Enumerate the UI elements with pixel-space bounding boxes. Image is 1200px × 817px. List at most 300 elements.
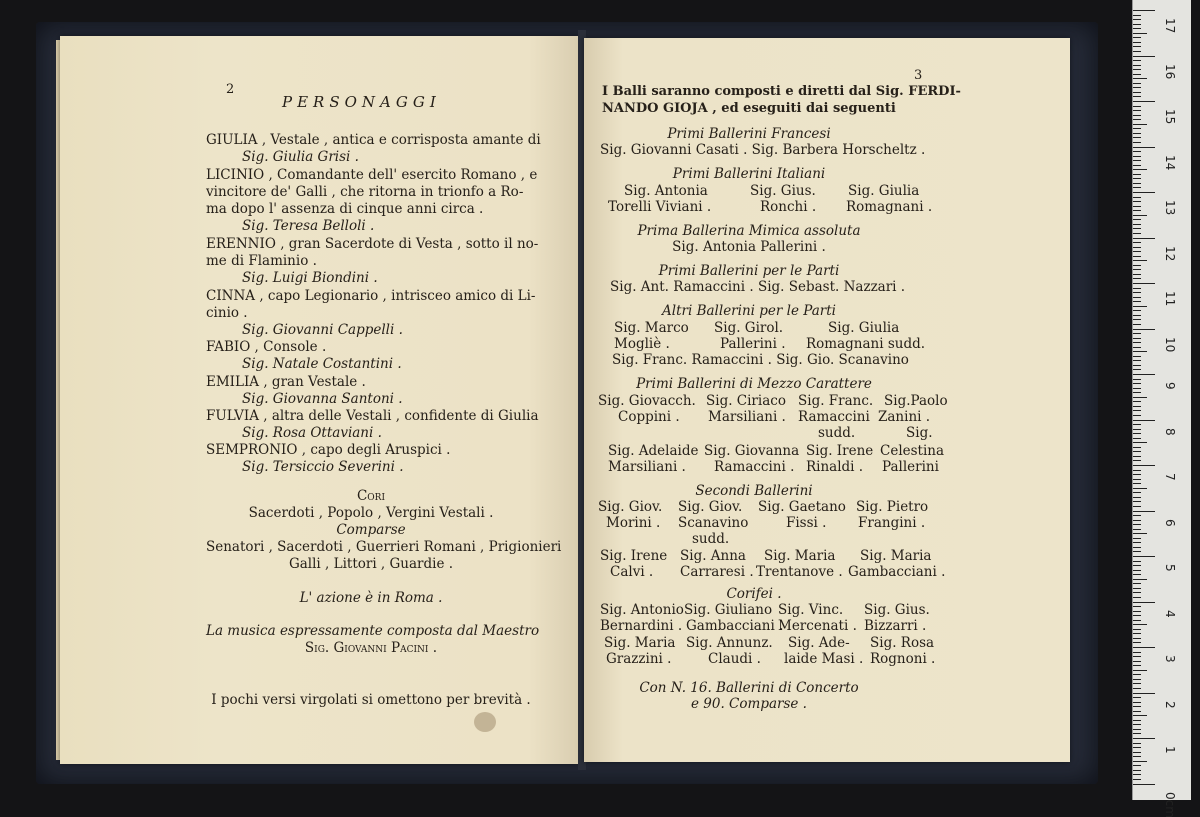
section-line: Sig. Franc. Ramaccini . Sig. Gio. Scanavino [612,352,909,368]
dancer-name: laide Masi . [784,651,863,667]
ruler-tick [1133,401,1141,402]
cast-actor: Sig. Giulia Grisi . [242,149,359,165]
dancer-name: Ramaccini . [714,459,794,475]
ruler-tick [1133,465,1155,466]
ruler-label: 6 [1163,519,1177,527]
ruler-label: 4 [1163,610,1177,618]
ruler-label: 17 [1163,18,1177,33]
ruler-tick [1133,442,1147,443]
dancer-name: Sig. Giulia [848,183,919,199]
ruler-tick [1133,183,1141,184]
dancer-name: Gambacciani . [848,564,945,580]
ruler-tick [1133,711,1141,712]
ruler-tick [1133,451,1141,452]
ruler-tick [1133,206,1141,207]
section-title: Altri Ballerini per le Parti [584,303,914,319]
dancer-name: Claudi . [708,651,761,667]
ruler-tick [1133,743,1141,744]
dancer-name: Sig. Giuliano [684,602,772,618]
ruler-tick [1133,360,1141,361]
ruler-tick [1133,124,1147,125]
ruler-tick [1133,260,1147,261]
ruler-tick [1133,397,1147,398]
dancer-name: Sig. Irene [600,548,667,564]
ruler-tick [1133,369,1141,370]
page-stain [474,712,496,732]
cast-actor: Sig. Natale Costantini . [242,356,402,372]
section-title: Primi Ballerini Francesi [584,126,914,142]
section-title: Secondi Ballerini [584,483,924,499]
ruler-tick [1133,60,1141,61]
dancer-name: Sig. Giov. [598,499,662,515]
ruler-tick [1133,515,1141,516]
cast-role: GIULIA , Vestale , antica e corrisposta amante di [206,132,541,148]
ruler-tick [1133,661,1141,662]
dancer-name: Sig. Giovacch. [598,393,696,409]
ruler-tick [1133,338,1141,339]
ruler-tick [1133,488,1147,489]
comparse-title: Comparse [206,522,536,538]
ruler-tick [1133,433,1141,434]
ruler-tick [1133,288,1141,289]
ruler-tick [1133,470,1141,471]
comparse-line: Galli , Littori , Guardie . [206,556,536,572]
ruler-tick [1133,420,1155,421]
ruler-tick [1133,415,1141,416]
cori-text: Sacerdoti , Popolo , Vergini Vestali . [206,505,536,521]
cast-role: me di Flaminio . [206,253,317,269]
cast-role: vincitore de' Galli , che ritorna in trionfo a Ro- [206,184,523,200]
ruler-tick [1133,388,1141,389]
dancer-name: Sig.Paolo [884,393,948,409]
ruler-tick [1133,78,1147,79]
section-line: Sig. Antonia Pallerini . [584,239,914,255]
ruler-label: 3 [1163,655,1177,663]
dancer-name: Carraresi . [680,564,754,580]
ruler-tick [1133,210,1141,211]
ruler-tick [1133,247,1141,248]
ruler-tick [1133,784,1155,785]
section-line: Sig. Ant. Ramaccini . Sig. Sebast. Nazzari . [610,279,905,295]
dancer-name: Fissi . [786,515,826,531]
ruler-tick [1133,683,1141,684]
ruler-tick [1133,702,1141,703]
ruler-tick [1133,765,1141,766]
ruler-tick [1133,538,1141,539]
cast-actor: Sig. Tersiccio Severini . [242,459,404,475]
comparse-line: Senatori , Sacerdoti , Guerrieri Romani , Prigionieri [206,539,536,555]
ruler-tick [1133,410,1141,411]
ruler-tick [1133,406,1141,407]
ruler-tick [1133,283,1155,284]
dancer-name: Rinaldi . [806,459,863,475]
ruler-tick [1133,19,1141,20]
dancer-name: Scanavino [678,515,748,531]
cast-role: FABIO , Console . [206,339,326,355]
ruler-tick [1133,429,1141,430]
dancer-name: Trentanove . [756,564,843,580]
dancer-name: Sig. Maria [764,548,835,564]
ruler-tick [1133,15,1141,16]
dancer-name: Ronchi . [760,199,816,215]
dancer-name: sudd. [818,425,855,441]
dancer-name: Sig. Rosa [870,635,934,651]
dancer-name: Gambacciani . [686,618,783,634]
ruler-tick [1133,424,1141,425]
ruler-tick [1133,779,1141,780]
ruler-tick [1133,501,1141,502]
ruler-tick [1133,51,1141,52]
ruler-tick [1133,324,1141,325]
ruler-tick [1133,556,1155,557]
ruler-tick [1133,774,1141,775]
ruler-tick [1133,520,1141,521]
ruler-tick [1133,638,1141,639]
ruler-tick [1133,151,1141,152]
dancer-name: Sig. Franc. [798,393,873,409]
ruler-tick [1133,706,1141,707]
ruler-label: 11 [1163,291,1177,306]
dancer-name: Calvi . [610,564,653,580]
dancer-name: Sig. Antonia [624,183,708,199]
ruler-tick [1133,756,1141,757]
ruler-tick [1133,274,1141,275]
ruler-tick [1133,169,1147,170]
ruler-tick [1133,615,1141,616]
ruler-tick [1133,561,1141,562]
ruler-tick [1133,119,1141,120]
ruler-tick [1133,110,1141,111]
cast-role: cinio . [206,305,248,321]
ruler-tick [1133,620,1141,621]
dancer-name: Pallerini [882,459,939,475]
ruler-label: 5 [1163,564,1177,572]
cast-actor: Sig. Giovanna Santoni . [242,391,403,407]
ruler-tick [1133,351,1147,352]
ruler-tick [1133,383,1141,384]
ruler-tick [1133,597,1141,598]
dancer-name: Sig. Girol. [714,320,783,336]
ruler-tick [1133,69,1141,70]
ruler-tick [1133,242,1141,243]
ruler-tick [1133,624,1147,625]
ruler-tick [1133,269,1141,270]
dancer-name: Sig. Marco [614,320,689,336]
ruler-label: 8 [1163,428,1177,436]
ruler-tick [1133,547,1141,548]
ruler-tick [1133,333,1141,334]
intro-line: I Balli saranno composti e diretti dal Sig. FERDI- [602,84,961,100]
measurement-ruler [1132,0,1191,800]
dancer-name: Sig. Adelaide [608,443,699,459]
ruler-tick [1133,106,1141,107]
section-title: Corifei . [584,586,924,602]
ruler-tick [1133,265,1141,266]
cast-role: SEMPRONIO , capo degli Aruspici . [206,442,450,458]
ruler-tick [1133,761,1147,762]
cast-actor: Sig. Rosa Ottaviani . [242,425,382,441]
ruler-tick [1133,42,1141,43]
section-title: Primi Ballerini Italiani [584,166,914,182]
dancer-name: Sig. Annunz. [686,635,773,651]
dancer-name: Sig. Vinc. [778,602,843,618]
ruler-tick [1133,46,1141,47]
ruler-tick [1133,533,1147,534]
ruler-tick [1133,133,1141,134]
ruler-tick [1133,611,1141,612]
dancer-name: Sig. Antonio [600,602,684,618]
dancer-name: Mogliè . [614,336,670,352]
ruler-tick [1133,483,1141,484]
ruler-tick [1133,238,1155,239]
ruler-label: 14 [1163,155,1177,170]
ruler-label: 16 [1163,64,1177,79]
ruler-tick [1133,33,1147,34]
ruler-tick [1133,297,1141,298]
dancer-name: Sig. [906,425,933,441]
dancer-name: Coppini . [618,409,680,425]
dancer-name: Sig. Pietro [856,499,928,515]
ruler-tick [1133,278,1141,279]
ruler-tick [1133,160,1141,161]
ruler-label: 1 [1163,746,1177,754]
footnote: I pochi versi virgolati si omettono per brevità . [206,692,536,708]
ruler-tick [1133,365,1141,366]
ruler-tick [1133,574,1141,575]
section-line: Sig. Giovanni Casati . Sig. Barbera Horscheltz . [600,142,925,158]
ruler-tick [1133,128,1141,129]
ruler-tick [1133,310,1141,311]
ruler-tick [1133,92,1141,93]
ruler-label: 15 [1163,109,1177,124]
dancer-name: Sig. Maria [604,635,675,651]
ruler-tick [1133,178,1141,179]
ruler-tick [1133,652,1141,653]
ruler-tick [1133,329,1155,330]
ruler-label: 13 [1163,200,1177,215]
cast-role: FULVIA , altra delle Vestali , confidente di Giulia [206,408,539,424]
ruler-label: 2 [1163,701,1177,709]
ruler-tick [1133,738,1155,739]
dancer-name: Mercenati . [778,618,857,634]
ruler-tick [1133,583,1141,584]
ruler-tick [1133,565,1141,566]
ruler-tick [1133,83,1141,84]
ruler-tick [1133,292,1141,293]
cori-title: Cori [206,488,536,504]
ruler-tick [1133,642,1141,643]
ruler-tick [1133,511,1155,512]
azione-text: L' azione è in Roma . [206,590,536,606]
ruler-tick [1133,374,1155,375]
dancer-name: Sig. Gius. [864,602,930,618]
dancer-name: Sig. Giov. [678,499,742,515]
ruler-tick [1133,37,1141,38]
ruler-tick [1133,752,1141,753]
ruler-tick [1133,570,1141,571]
ruler-tick [1133,165,1141,166]
dancer-name: Sig. Giovanna [704,443,799,459]
dancer-name: Sig. Irene [806,443,873,459]
dancer-name: Rognoni . [870,651,935,667]
ruler-tick [1133,693,1155,694]
ruler-tick [1133,629,1141,630]
page-number: 2 [226,82,234,97]
dancer-name: Marsiliani . [708,409,786,425]
ruler-tick [1133,233,1141,234]
ruler-label: 0cm [1163,792,1177,817]
closing-line: e 90. Comparse . [584,696,914,712]
ruler-tick [1133,474,1141,475]
dancer-name: Torelli Viviani . [608,199,711,215]
ruler-tick [1133,156,1141,157]
ruler-tick [1133,674,1141,675]
cast-role: ERENNIO , gran Sacerdote di Vesta , sotto il no- [206,236,538,252]
ruler-tick [1133,74,1141,75]
ruler-tick [1133,633,1141,634]
ruler-tick [1133,720,1141,721]
ruler-tick [1133,215,1147,216]
ruler-tick [1133,142,1141,143]
ruler-tick [1133,174,1141,175]
ruler-tick [1133,715,1147,716]
right-page [584,38,1070,762]
ruler-tick [1133,688,1141,689]
ruler-label: 7 [1163,473,1177,481]
ruler-tick [1133,670,1147,671]
ruler-tick [1133,729,1141,730]
ruler-tick [1133,24,1141,25]
ruler-tick [1133,197,1141,198]
ruler-tick [1133,606,1141,607]
ruler-tick [1133,656,1141,657]
ruler-tick [1133,479,1141,480]
dancer-name: Sig. Anna [680,548,746,564]
ruler-tick [1133,301,1141,302]
dancer-name: Frangini . [858,515,925,531]
dancer-name: Celestina [880,443,944,459]
ruler-tick [1133,101,1155,102]
musica-line: La musica espressamente composta dal Maestro [206,623,536,639]
ruler-tick [1133,392,1141,393]
ruler-tick [1133,306,1147,307]
section-title: Primi Ballerini di Mezzo Carattere [584,376,924,392]
dancer-name: Romagnani sudd. [806,336,925,352]
ruler-tick [1133,602,1155,603]
ruler-tick [1133,497,1141,498]
cast-role: ma dopo l' assenza di cinque anni circa . [206,201,483,217]
ruler-tick [1133,187,1141,188]
dancer-name: Sig. Gaetano [758,499,846,515]
page-heading: PERSONAGGI [282,94,441,110]
ruler-tick [1133,492,1141,493]
dancer-name: Sig. Ade- [788,635,850,651]
cast-role: EMILIA , gran Vestale . [206,374,366,390]
ruler-label: 9 [1163,382,1177,390]
ruler-tick [1133,579,1147,580]
ruler-tick [1133,201,1141,202]
ruler-tick [1133,10,1155,11]
ruler-tick [1133,56,1155,57]
dancer-name: Sig. Maria [860,548,931,564]
dancer-name: Sig. Ciriaco [706,393,786,409]
ruler-tick [1133,28,1141,29]
ruler-tick [1133,379,1141,380]
ruler-tick [1133,529,1141,530]
ruler-tick [1133,770,1141,771]
dancer-name: Sig. Gius. [750,183,816,199]
dancer-name: Morini . [606,515,660,531]
dancer-name: Sig. Giulia [828,320,899,336]
ruler-label: 10 [1163,337,1177,352]
ruler-tick [1133,542,1141,543]
ruler-tick [1133,524,1141,525]
dancer-name: Ramaccini [798,409,870,425]
ruler-tick [1133,219,1141,220]
intro-line: NANDO GIOJA , ed eseguiti dai seguenti [602,101,896,117]
dancer-name: Bizzarri . [864,618,926,634]
ruler-tick [1133,438,1141,439]
ruler-tick [1133,697,1141,698]
ruler-tick [1133,228,1141,229]
ruler-tick [1133,137,1141,138]
ruler-tick [1133,319,1141,320]
ruler-tick [1133,342,1141,343]
left-page [60,36,580,764]
ruler-tick [1133,460,1141,461]
page-number: 3 [914,68,922,83]
section-title: Prima Ballerina Mimica assoluta [584,223,914,239]
dancer-name: Zanini . [878,409,930,425]
dancer-name: sudd. [692,531,729,547]
ruler-label: 12 [1163,246,1177,261]
ruler-tick [1133,256,1141,257]
ruler-tick [1133,733,1141,734]
dancer-name: Grazzini . [606,651,671,667]
musica-line: Sig. Giovanni Pacini . [206,640,536,656]
section-title: Primi Ballerini per le Parti [584,263,914,279]
ruler-tick [1133,679,1141,680]
ruler-tick [1133,724,1141,725]
ruler-tick [1133,665,1141,666]
ruler-tick [1133,592,1141,593]
dancer-name: Pallerini . [720,336,786,352]
dancer-name: Marsiliani . [608,459,686,475]
ruler-tick [1133,251,1141,252]
closing-line: Con N. 16. Ballerini di Concerto [584,680,914,696]
ruler-tick [1133,588,1141,589]
ruler-tick [1133,356,1141,357]
dancer-name: Romagnani . [846,199,932,215]
ruler-tick [1133,447,1141,448]
ruler-tick [1133,347,1141,348]
ruler-tick [1133,647,1155,648]
ruler-tick [1133,551,1141,552]
ruler-tick [1133,315,1141,316]
cast-actor: Sig. Luigi Biondini . [242,270,378,286]
ruler-tick [1133,506,1141,507]
cast-actor: Sig. Giovanni Cappelli . [242,322,403,338]
cast-actor: Sig. Teresa Belloli . [242,218,374,234]
ruler-tick [1133,65,1141,66]
ruler-tick [1133,192,1155,193]
ruler-tick [1133,96,1141,97]
ruler-tick [1133,747,1141,748]
ruler-tick [1133,147,1155,148]
cast-role: LICINIO , Comandante dell' esercito Romano , e [206,167,537,183]
cast-role: CINNA , capo Legionario , intrisceo amico di Li- [206,288,535,304]
ruler-tick [1133,224,1141,225]
